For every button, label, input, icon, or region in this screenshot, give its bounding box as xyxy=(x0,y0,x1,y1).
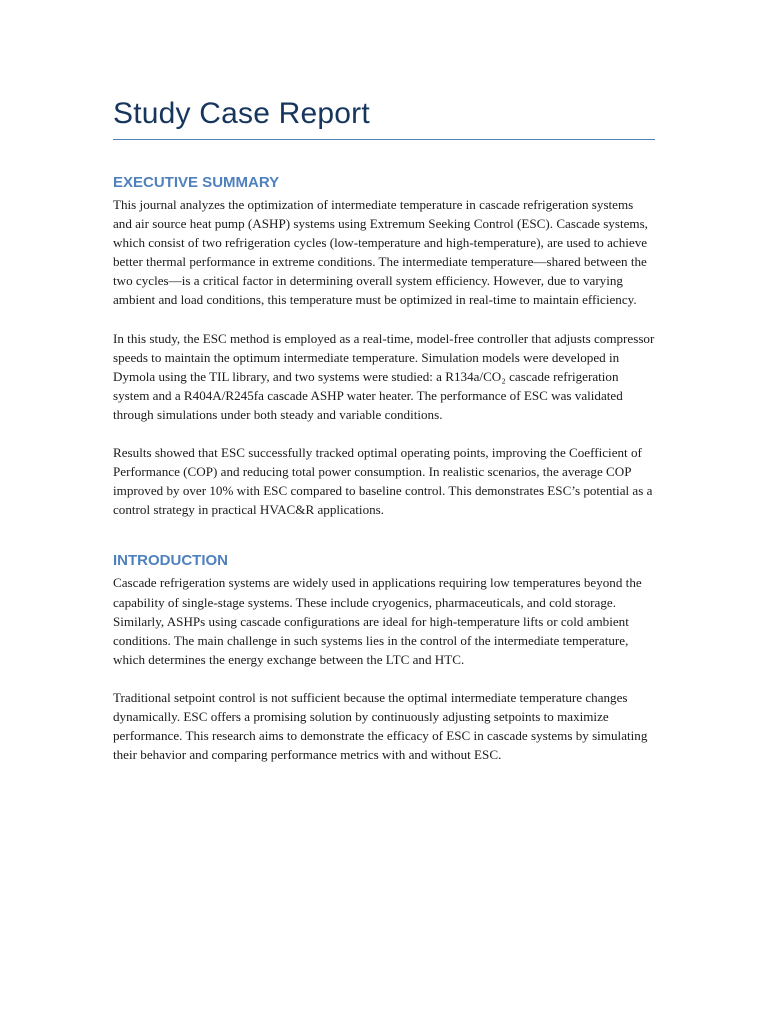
section-heading-introduction: INTRODUCTION xyxy=(113,552,228,570)
section-introduction xyxy=(113,551,655,764)
summary-paragraph-2: In this study, the ESC method is employed as a real-time, model-free controller that adjusts compressor speeds to maintain the optimum intermediate temperature. Simulation models were developed in Dymola using the TIL library, and two systems were studied: a R134a/CO₂ cascade refrigeration system and a R404A/R245fa cascade ASHP water heater. The performance of ESC was validated through simulations under both steady and variable conditions. xyxy=(113,330,655,422)
section-heading-executive-summary: EXECUTIVE SUMMARY xyxy=(113,174,280,191)
document-title: Study Case Report xyxy=(113,97,370,130)
summary-paragraph-3: Results showed that ESC successfully tracked optimal operating points, improving the Coefficient of Performance (COP) and reducing total power consumption. In realistic scenarios, the average COP improved by over 10% with ESC compared to baseline control. This demonstrates ESC’s potential as a control strategy in practical HVAC&R applications. xyxy=(113,445,653,518)
section-executive-summary xyxy=(113,173,655,519)
document-page xyxy=(113,96,655,764)
intro-paragraph-2: Traditional setpoint control is not sufficient because the optimal intermediate temperature changes dynamically. ESC offers a promising solution by continuously adjusting setpoints to maximize performance. This research aims to demonstrate the efficacy of ESC in cascade systems by simulating their behavior and comparing performance metrics with and without ESC. xyxy=(113,689,648,763)
title-underline-rule xyxy=(113,139,655,140)
intro-paragraph-1: Cascade refrigeration systems are widely used in applications requiring low temperatures beyond the capability of single-stage systems. These include cryogenics, pharmaceuticals, and cold storage. Similarly, ASHPs using cascade configurations are ideal for high-temperature lifts or cold ambient conditions. The main challenge in such systems lies in the control of the intermediate temperature, which determines the energy exchange between the LTC and HTC. xyxy=(113,575,642,667)
summary-paragraph-1: This journal analyzes the optimization of intermediate temperature in cascade refrigeration systems and air source heat pump (ASHP) systems using Extremum Seeking Control (ESC). Cascade systems, which consist of two refrigeration cycles (low-temperature and high-temperature), are used to achieve better thermal performance in extreme conditions. The intermediate temperature—shared between the two cycles—is a critical factor in determining overall system efficiency. However, due to varying ambient and load conditions, this temperature must be optimized in real-time to maintain efficiency. xyxy=(113,197,648,308)
